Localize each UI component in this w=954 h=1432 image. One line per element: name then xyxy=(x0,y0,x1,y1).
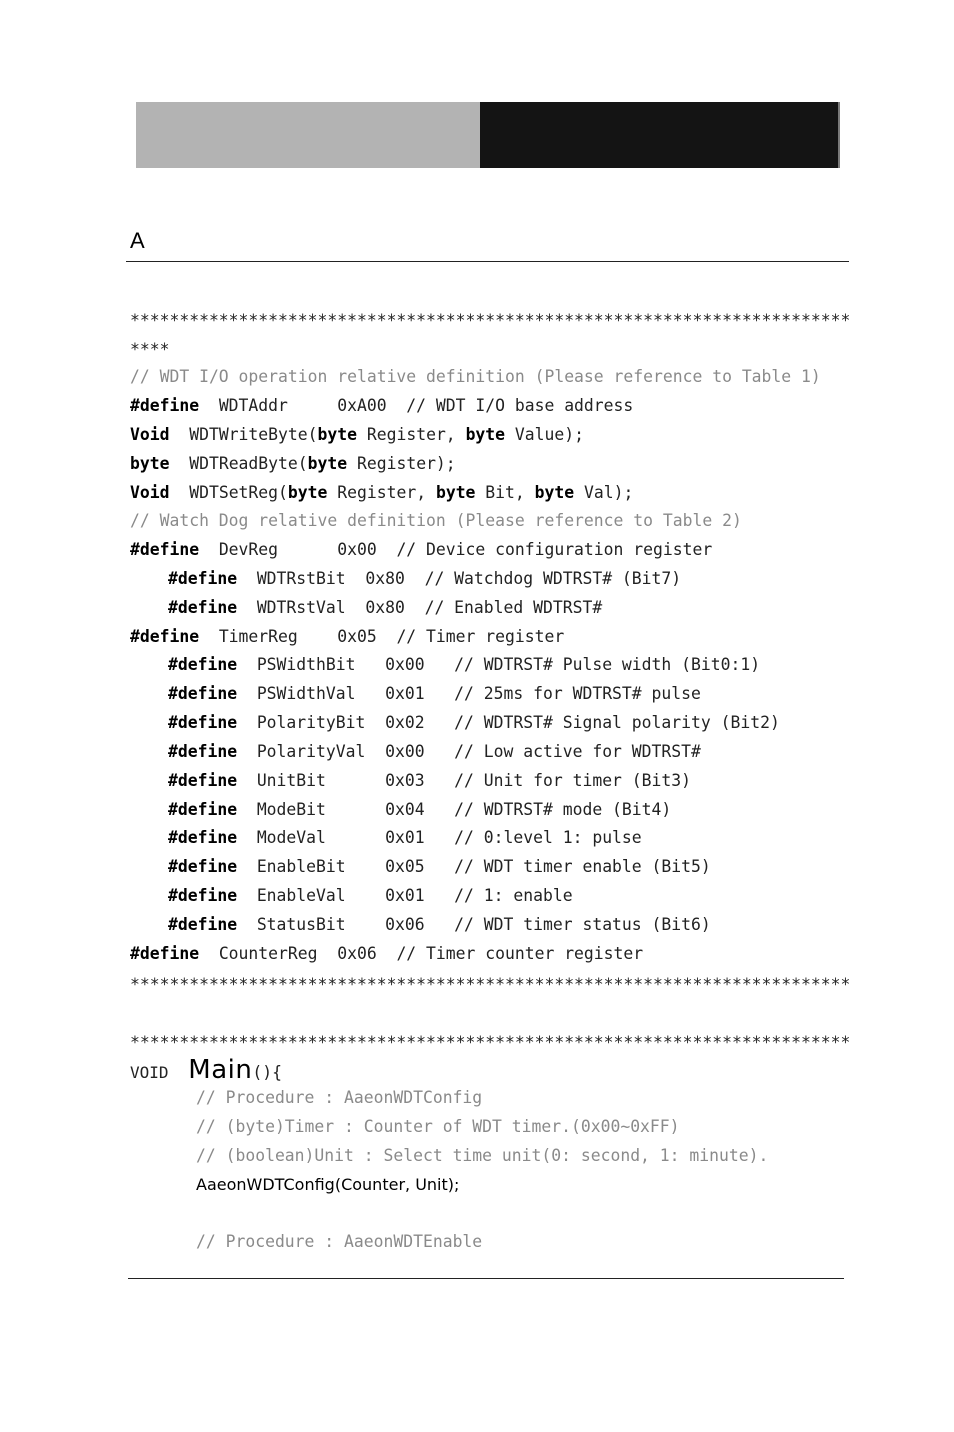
keyword: #define xyxy=(168,915,238,934)
keyword: byte xyxy=(307,454,348,473)
code-text: WDTSetReg( xyxy=(169,483,288,502)
code-text: EnableVal 0x01 // 1: enable xyxy=(237,886,573,905)
code-text: WDTReadByte( xyxy=(169,454,308,473)
keyword: byte xyxy=(435,483,476,502)
code-text: (){ xyxy=(252,1063,282,1082)
code-text: ModeVal 0x01 // 0:level 1: pulse xyxy=(237,828,642,847)
keyword: #define xyxy=(168,857,238,876)
keyword: byte xyxy=(534,483,575,502)
keyword: byte xyxy=(317,425,357,444)
keyword: #define xyxy=(168,598,238,617)
star-separator: ************************************************************************* xyxy=(130,975,851,994)
main-signature xyxy=(130,1054,282,1086)
code-text: PSWidthBit 0x00 // WDTRST# Pulse width (Bit0:1) xyxy=(237,655,761,674)
code-line xyxy=(168,568,681,590)
code-text: WDTRstVal 0x80 // Enabled WDTRST# xyxy=(237,598,603,617)
code-text: Val); xyxy=(574,483,634,502)
code-line xyxy=(130,539,712,561)
header-band-dark xyxy=(480,102,840,168)
keyword: #define xyxy=(168,828,238,847)
code-text: WDTAddr 0xA00 // WDT I/O base address xyxy=(199,396,634,415)
code-line xyxy=(130,943,643,965)
keyword: Void xyxy=(130,483,170,502)
code-line xyxy=(130,482,633,504)
code-comment: // WDT I/O operation relative definition (Please reference to Table 1) xyxy=(130,367,821,386)
code-line xyxy=(168,914,711,936)
code-line xyxy=(130,626,564,648)
code-line xyxy=(168,654,760,676)
header-band-light xyxy=(136,102,480,168)
code-text: TimerReg 0x05 // Timer register xyxy=(199,627,565,646)
section-letter: A xyxy=(130,228,145,253)
code-comment: // Procedure : AaeonWDTConfig xyxy=(196,1088,483,1107)
star-separator: ************************************************************************* xyxy=(130,1033,851,1052)
keyword: #define xyxy=(168,569,238,588)
top-rule xyxy=(126,261,849,262)
code-text: CounterReg 0x06 // Timer counter register xyxy=(199,944,644,963)
code-text: ModeBit 0x04 // WDTRST# mode (Bit4) xyxy=(237,800,672,819)
keyword: #define xyxy=(168,684,238,703)
code-comment: // (byte)Timer : Counter of WDT timer.(0x00~0xFF) xyxy=(196,1117,680,1136)
code-text: EnableBit 0x05 // WDT timer enable (Bit5) xyxy=(237,857,711,876)
keyword: #define xyxy=(168,800,238,819)
code-line xyxy=(168,885,573,907)
code-line xyxy=(168,741,701,763)
keyword: #define xyxy=(130,944,200,963)
keyword: Void xyxy=(130,425,170,444)
keyword: #define xyxy=(168,886,238,905)
keyword: #define xyxy=(130,540,200,559)
code-comment: // (boolean)Unit : Select time unit(0: second, 1: minute). xyxy=(196,1146,769,1165)
void-keyword: VOID xyxy=(130,1063,169,1082)
code-comment: // Procedure : AaeonWDTEnable xyxy=(196,1232,483,1251)
code-line xyxy=(168,827,642,849)
code-line xyxy=(168,597,602,619)
code-text: Value); xyxy=(505,425,584,444)
code-text: WDTRstBit 0x80 // Watchdog WDTRST# (Bit7) xyxy=(237,569,682,588)
keyword: #define xyxy=(130,627,200,646)
code-text: Register, xyxy=(327,483,436,502)
code-line xyxy=(168,683,701,705)
main-function-name: Main xyxy=(188,1055,253,1085)
code-text: WDTWriteByte( xyxy=(169,425,318,444)
star-separator-tail: **** xyxy=(130,340,170,359)
code-line xyxy=(168,712,780,734)
code-comment: // Watch Dog relative definition (Please reference to Table 2) xyxy=(130,511,742,530)
code-text: Bit, xyxy=(475,483,535,502)
keyword: #define xyxy=(168,771,238,790)
keyword: byte xyxy=(465,425,506,444)
code-line xyxy=(168,856,711,878)
keyword: #define xyxy=(130,396,200,415)
code-line xyxy=(130,395,633,417)
code-line xyxy=(168,799,671,821)
keyword: byte xyxy=(287,483,328,502)
code-text: UnitBit 0x03 // Unit for timer (Bit3) xyxy=(237,771,692,790)
code-text: PolarityVal 0x00 // Low active for WDTRST# xyxy=(237,742,701,761)
code-line xyxy=(130,453,456,475)
code-text: Register, xyxy=(357,425,466,444)
code-text: PolarityBit 0x02 // WDTRST# Signal polarity (Bit2) xyxy=(237,713,780,732)
code-line xyxy=(130,424,584,446)
code-text: StatusBit 0x06 // WDT timer status (Bit6) xyxy=(237,915,711,934)
keyword: #define xyxy=(168,713,238,732)
code-text: PSWidthVal 0x01 // 25ms for WDTRST# pulse xyxy=(237,684,701,703)
function-call: AaeonWDTConfig(Counter, Unit); xyxy=(196,1175,460,1194)
code-line xyxy=(168,770,691,792)
keyword: byte xyxy=(130,454,170,473)
bottom-rule xyxy=(128,1278,844,1279)
code-text: DevReg 0x00 // Device configuration register xyxy=(199,540,713,559)
header-band xyxy=(136,102,840,168)
keyword: #define xyxy=(168,655,238,674)
keyword: #define xyxy=(168,742,238,761)
code-text: Register); xyxy=(347,454,456,473)
star-separator: ************************************************************************* xyxy=(130,311,851,330)
